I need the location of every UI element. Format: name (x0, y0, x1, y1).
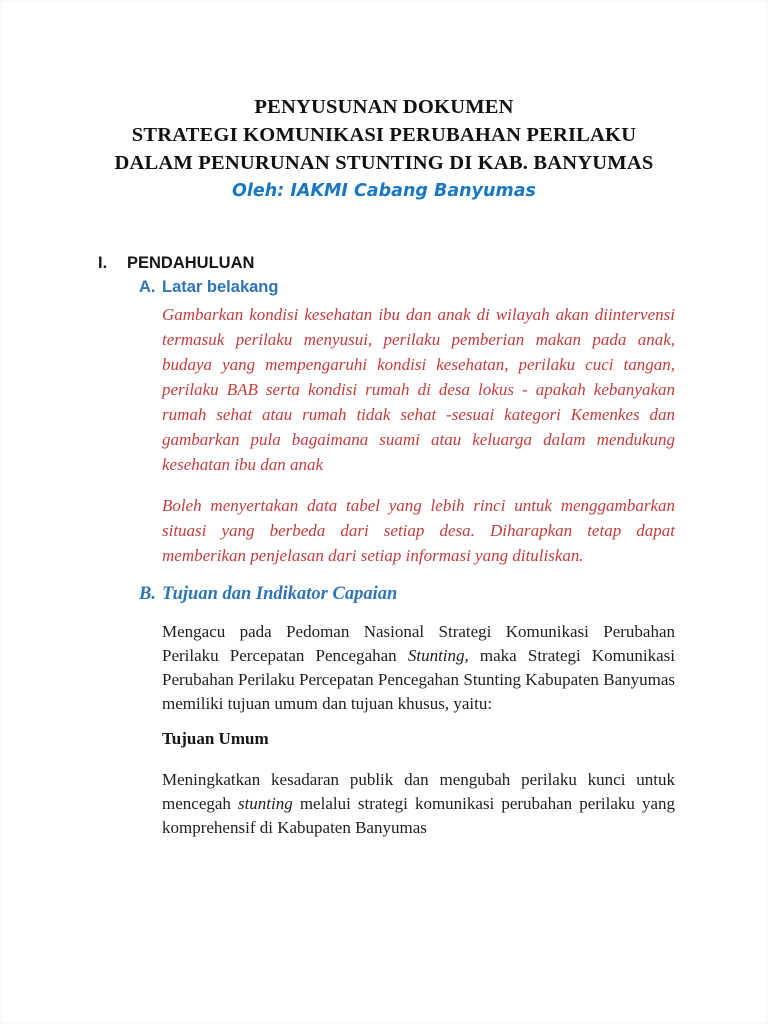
tujuan-umum-paragraph-post: melalui strategi komunikasi perubahan perilaku yang komprehensif di Kabupaten Banyumas (162, 794, 675, 837)
title-line-1: PENYUSUNAN DOKUMEN (254, 96, 514, 118)
subsection-b-heading: Tujuan dan Indikator Capaian (162, 584, 398, 604)
section-i-numeral: I. (98, 254, 108, 272)
document-body (0, 253, 768, 840)
subsection-b-heading-row (139, 583, 678, 605)
mengacu-paragraph (162, 620, 675, 716)
subsection-a-letter: A. (139, 278, 156, 296)
tujuan-umum-paragraph (162, 768, 675, 840)
tujuan-umum-paragraph-italic: stunting (237, 794, 293, 813)
section-i-heading-row (98, 253, 678, 274)
title-line-2: STRATEGI KOMUNIKASI PERUBAHAN PERILAKU (131, 124, 637, 146)
tujuan-umum-heading: Tujuan Umum (162, 729, 269, 748)
mengacu-paragraph-italic: Stunting, (407, 646, 469, 665)
subsection-a-heading: Latar belakang (162, 278, 279, 296)
title-line-3: DALAM PENURUNAN STUNTING DI KAB. BANYUMAS (114, 152, 654, 174)
guidance-paragraph-1: Gambarkan kondisi kesehatan ibu dan anak di wilayah akan diintervensi termasuk perilaku menyusui, perilaku pemberian makan pada anak, budaya yang mempengaruhi kondisi kesehatan, perilaku cuci tangan, perilaku BAB serta kondisi rumah di desa lokus - apakah kebanyakan rumah sehat atau rumah tidak sehat -sesuai kategori Kemenkes dan gambarkan pula bagaimana suami atau keluarga dalam mendukung kesehatan ibu dan anak (162, 305, 675, 474)
subsection-a-heading-row (139, 277, 678, 298)
byline: Oleh: IAKMI Cabang Banyumas (232, 181, 536, 201)
tujuan-umum-paragraph-pre: Meningkatkan kesadaran publik dan mengubah perilaku kunci untuk mencegah (162, 770, 675, 813)
mengacu-paragraph-post: maka Strategi Komunikasi Perubahan Perilaku Percepatan Pencegahan Stunting Kabupaten Banyumas memiliki tujuan umum dan tujuan khusus, yaitu: (162, 646, 675, 713)
section-i-heading: PENDAHULUAN (127, 254, 255, 272)
subsection-b-letter: B. (139, 584, 156, 604)
document-title-block (0, 0, 768, 204)
guidance-paragraph-2: Boleh menyertakan data tabel yang lebih rinci untuk menggambarkan situasi yang berbeda dari setiap desa. Diharapkan tetap dapat memberikan penjelasan dari setiap informasi yang dituliskan. (162, 496, 675, 565)
mengacu-paragraph-pre: Mengacu pada Pedoman Nasional Strategi Komunikasi Perubahan Perilaku Percepatan Pencegahan (162, 622, 675, 665)
